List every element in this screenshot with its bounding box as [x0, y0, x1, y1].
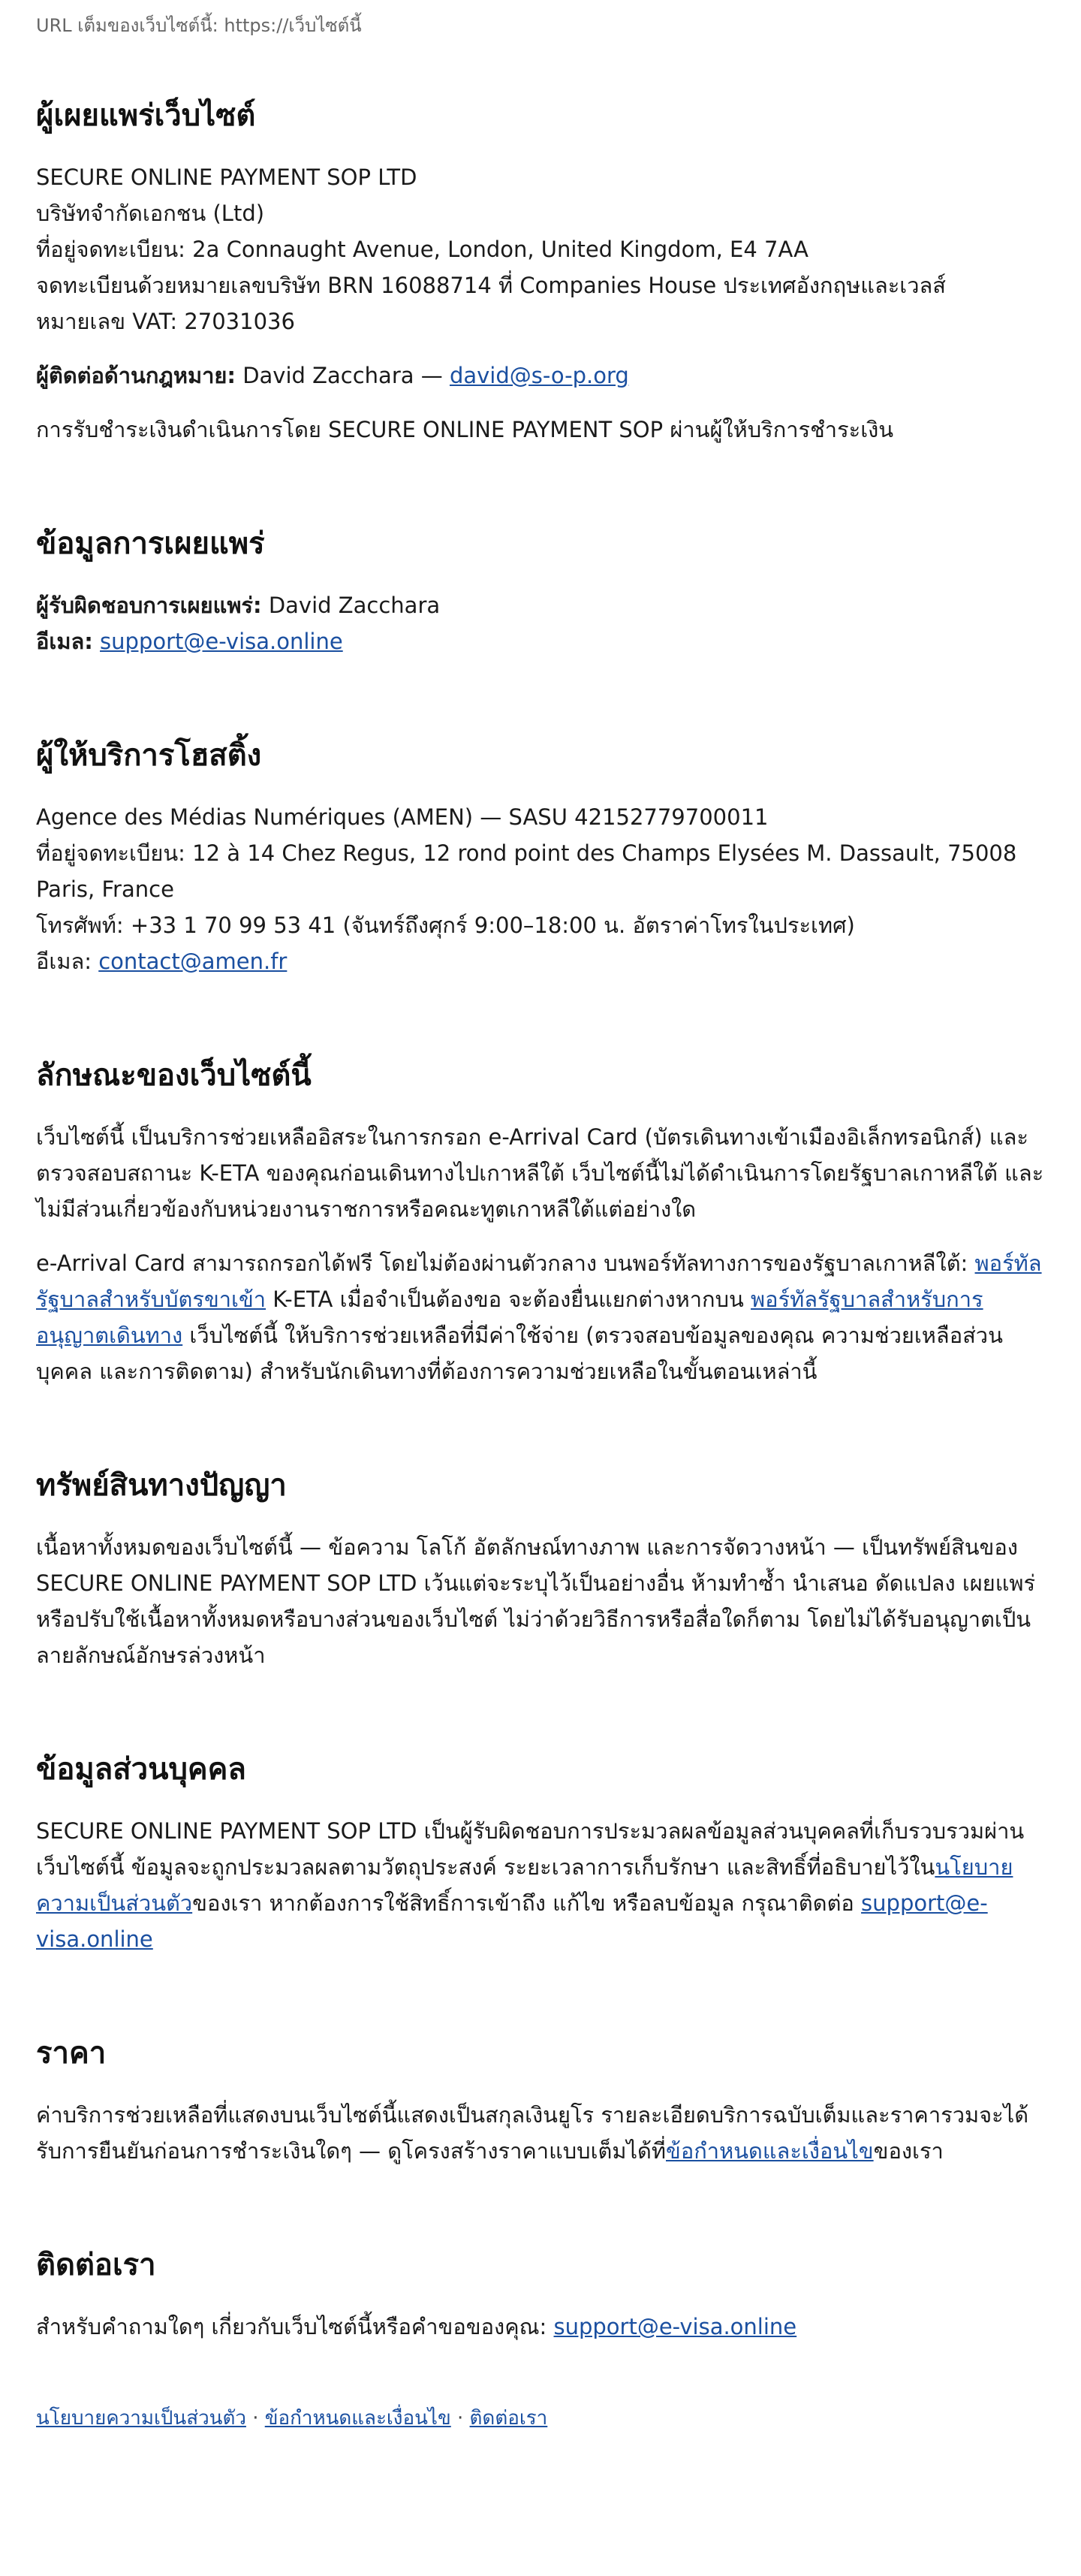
nature-section — [36, 1053, 1045, 1389]
privacy-email-link[interactable]: support@e-visa.online — [36, 1890, 988, 1952]
footer-contact-link[interactable]: ติดต่อเรา — [469, 2407, 548, 2430]
nature-paragraph-1: เว็บไซต์นี้ เป็นบริการช่วยเหลืออิสระในการกรอก e-Arrival Card (บัตรเดินทางเข้าเมืองอิเล็กทรอนิกส์) และตรวจสอบสถานะ K-ETA ของคุณก่อนเดินทางไปเกาหลีใต้ เว็บไซต์นี้ไม่ได้ดำเนินการโดยรัฐบาลเกาหลีใต้ และไม่มีส่วนเกี่ยวข้องกับหน่วยงานราชการหรือคณะทูตเกาหลีใต้แต่อย่างใด — [36, 1124, 1044, 1222]
publisher-company: SECURE ONLINE PAYMENT SOP LTD — [36, 164, 417, 190]
ip-section — [36, 1463, 1045, 1673]
contact-section — [36, 2243, 1045, 2345]
legal-contact-name: David Zacchara — — [242, 363, 443, 388]
publisher-address: ที่อยู่จดทะเบียน: 2a Connaught Avenue, London, United Kingdom, E4 7AA — [36, 237, 808, 262]
privacy-text-b: ของเรา หากต้องการใช้สิทธิ์การเข้าถึง แก้ไข หรือลบข้อมูล กรุณาติดต่อ — [192, 1890, 862, 1916]
nature-text-b: K-ETA เมื่อจำเป็นต้องขอ จะต้องยื่นแยกต่างหากบน — [266, 1286, 751, 1312]
footer-terms-link[interactable]: ข้อกำหนดและเงื่อนไข — [264, 2407, 451, 2430]
hosting-email-link[interactable]: contact@amen.fr — [98, 949, 288, 974]
publisher-section — [36, 93, 1045, 448]
privacy-heading: ข้อมูลส่วนบุคคล — [36, 1752, 246, 1787]
publisher-type: บริษัทจำกัดเอกชน (Ltd) — [36, 201, 265, 226]
publication-section — [36, 521, 1045, 659]
pricing-text-a: ค่าบริการช่วยเหลือที่แสดงบนเว็บไซต์นี้แสดงเป็นสกุลเงินยูโร รายละเอียดบริการฉบับเต็มและราคารวมจะได้รับการยืนยันก่อนการชำระเงินใดๆ — ดูโครงสร้างราคาแบบเต็มได้ที่ — [36, 2102, 1029, 2164]
nature-heading: ลักษณะของเว็บไซต์นี้ — [36, 1058, 312, 1093]
privacy-text-a: SECURE ONLINE PAYMENT SOP LTD เป็นผู้รับผิดชอบการประมวลผลข้อมูลส่วนบุคคลที่เก็บรวบรวมผ่านเว็บไซต์นี้ ข้อมูลจะถูกประมวลผลตามวัตถุประสงค์ ระยะเวลาการเก็บรักษา และสิทธิ์ที่อธิบายไว้ใน — [36, 1818, 1025, 1880]
pricing-section — [36, 2031, 1045, 2169]
terms-link[interactable]: ข้อกำหนดและเงื่อนไข — [666, 2138, 874, 2164]
privacy-paragraph — [36, 1813, 1045, 1957]
publication-heading: ข้อมูลการเผยแพร่ — [36, 526, 265, 561]
url-note: URL เต็มของเว็บไซต์นี้: https://เว็บไซต์นี้ — [36, 15, 362, 36]
publisher-registration: จดทะเบียนด้วยหมายเลขบริษัท BRN 16088714 ที่ Companies House ประเทศอังกฤษและเวลส์ — [36, 273, 946, 298]
hosting-email-label: อีเมล: — [36, 949, 92, 974]
hosting-section — [36, 733, 1045, 979]
nature-text-a: e-Arrival Card สามารถกรอกได้ฟรี โดยไม่ต้องผ่านตัวกลาง บนพอร์ทัลทางการของรัฐบาลเกาหลีใต้: — [36, 1250, 975, 1276]
legal-contact-label: ผู้ติดต่อด้านกฎหมาย: — [36, 363, 236, 388]
nature-text-c: เว็บไซต์นี้ ให้บริการช่วยเหลือที่มีค่าใช้จ่าย (ตรวจสอบข้อมูลของคุณ ความช่วยเหลือส่วนบุคคล และการติดตาม) สำหรับนักเดินทางที่ต้องการความช่วยเหลือในขั้นตอนเหล่านี้ — [36, 1323, 1003, 1384]
privacy-policy-link[interactable]: นโยบายความเป็นส่วนตัว — [36, 1854, 1013, 1916]
hosting-address: ที่อยู่จดทะเบียน: 12 à 14 Chez Regus, 12 rond point des Champs Elysées M. Dassault, 75008 Paris, France — [36, 840, 1017, 902]
pricing-text-b: ของเรา — [873, 2138, 944, 2164]
footer-separator: · — [252, 2407, 259, 2430]
travel-authorization-portal-link[interactable]: พอร์ทัลรัฐบาลสำหรับการอนุญาตเดินทาง — [36, 1286, 983, 1348]
publication-director — [36, 587, 1045, 623]
contact-paragraph — [36, 2309, 1045, 2345]
hosting-company: Agence des Médias Numériques (AMEN) — SASU 42152779700011 — [36, 804, 769, 830]
arrival-card-portal-link[interactable]: พอร์ทัลรัฐบาลสำหรับบัตรขาเข้า — [36, 1250, 1042, 1312]
publication-email-label: อีเมล: — [36, 629, 93, 654]
ip-heading: ทรัพย์สินทางปัญญา — [36, 1468, 287, 1503]
publisher-heading: ผู้เผยแพร่เว็บไซต์ — [36, 98, 256, 133]
publication-email — [36, 623, 1045, 659]
contact-text: สำหรับคำถามใดๆ เกี่ยวกับเว็บไซต์นี้หรือคำขอของคุณ: — [36, 2314, 554, 2339]
publisher-vat: หมายเลข VAT: 27031036 — [36, 309, 295, 334]
pricing-paragraph — [36, 2097, 1045, 2169]
pricing-heading: ราคา — [36, 2036, 107, 2071]
publication-director-label: ผู้รับผิดชอบการเผยแพร่: — [36, 593, 262, 618]
legal-contact — [36, 357, 1045, 394]
contact-email-link[interactable]: support@e-visa.online — [553, 2314, 797, 2339]
payment-note: การรับชำระเงินดำเนินการโดย SECURE ONLINE PAYMENT SOP ผ่านผู้ให้บริการชำระเงิน — [36, 417, 894, 442]
legal-contact-email-link[interactable]: david@s-o-p.org — [449, 363, 629, 388]
footer-links — [36, 2403, 1045, 2433]
footer-separator: · — [457, 2407, 464, 2430]
hosting-email — [36, 943, 1045, 979]
publication-director-name: David Zacchara — [268, 593, 441, 618]
nature-paragraph-2 — [36, 1245, 1045, 1389]
privacy-section — [36, 1747, 1045, 1957]
contact-heading: ติดต่อเรา — [36, 2248, 156, 2282]
hosting-phone: โทรศัพท์: +33 1 70 99 53 41 (จันทร์ถึงศุกร์ 9:00–18:00 น. อัตราค่าโทรในประเทศ) — [36, 912, 855, 938]
publication-email-link[interactable]: support@e-visa.online — [100, 629, 343, 654]
hosting-heading: ผู้ให้บริการโฮสติ้ง — [36, 738, 262, 773]
footer-privacy-link[interactable]: นโยบายความเป็นส่วนตัว — [36, 2407, 246, 2430]
publisher-details — [36, 159, 1045, 339]
ip-paragraph: เนื้อหาทั้งหมดของเว็บไซต์นี้ — ข้อความ โลโก้ อัตลักษณ์ทางภาพ และการจัดวางหน้า — เป็นทรัพย์สินของ SECURE ONLINE PAYMENT SOP LTD เว้นแต่จะระบุไว้เป็นอย่างอื่น ห้ามทำซ้ำ นำเสนอ ดัดแปลง เผยแพร่ หรือปรับใช้เนื้อหาทั้งหมดหรือบางส่วนของเว็บไซต์ ไม่ว่าด้วยวิธีการหรือสื่อใดก็ตาม โดยไม่ได้รับอนุญาตเป็นลายลักษณ์อักษรล่วงหน้า — [36, 1534, 1036, 1668]
